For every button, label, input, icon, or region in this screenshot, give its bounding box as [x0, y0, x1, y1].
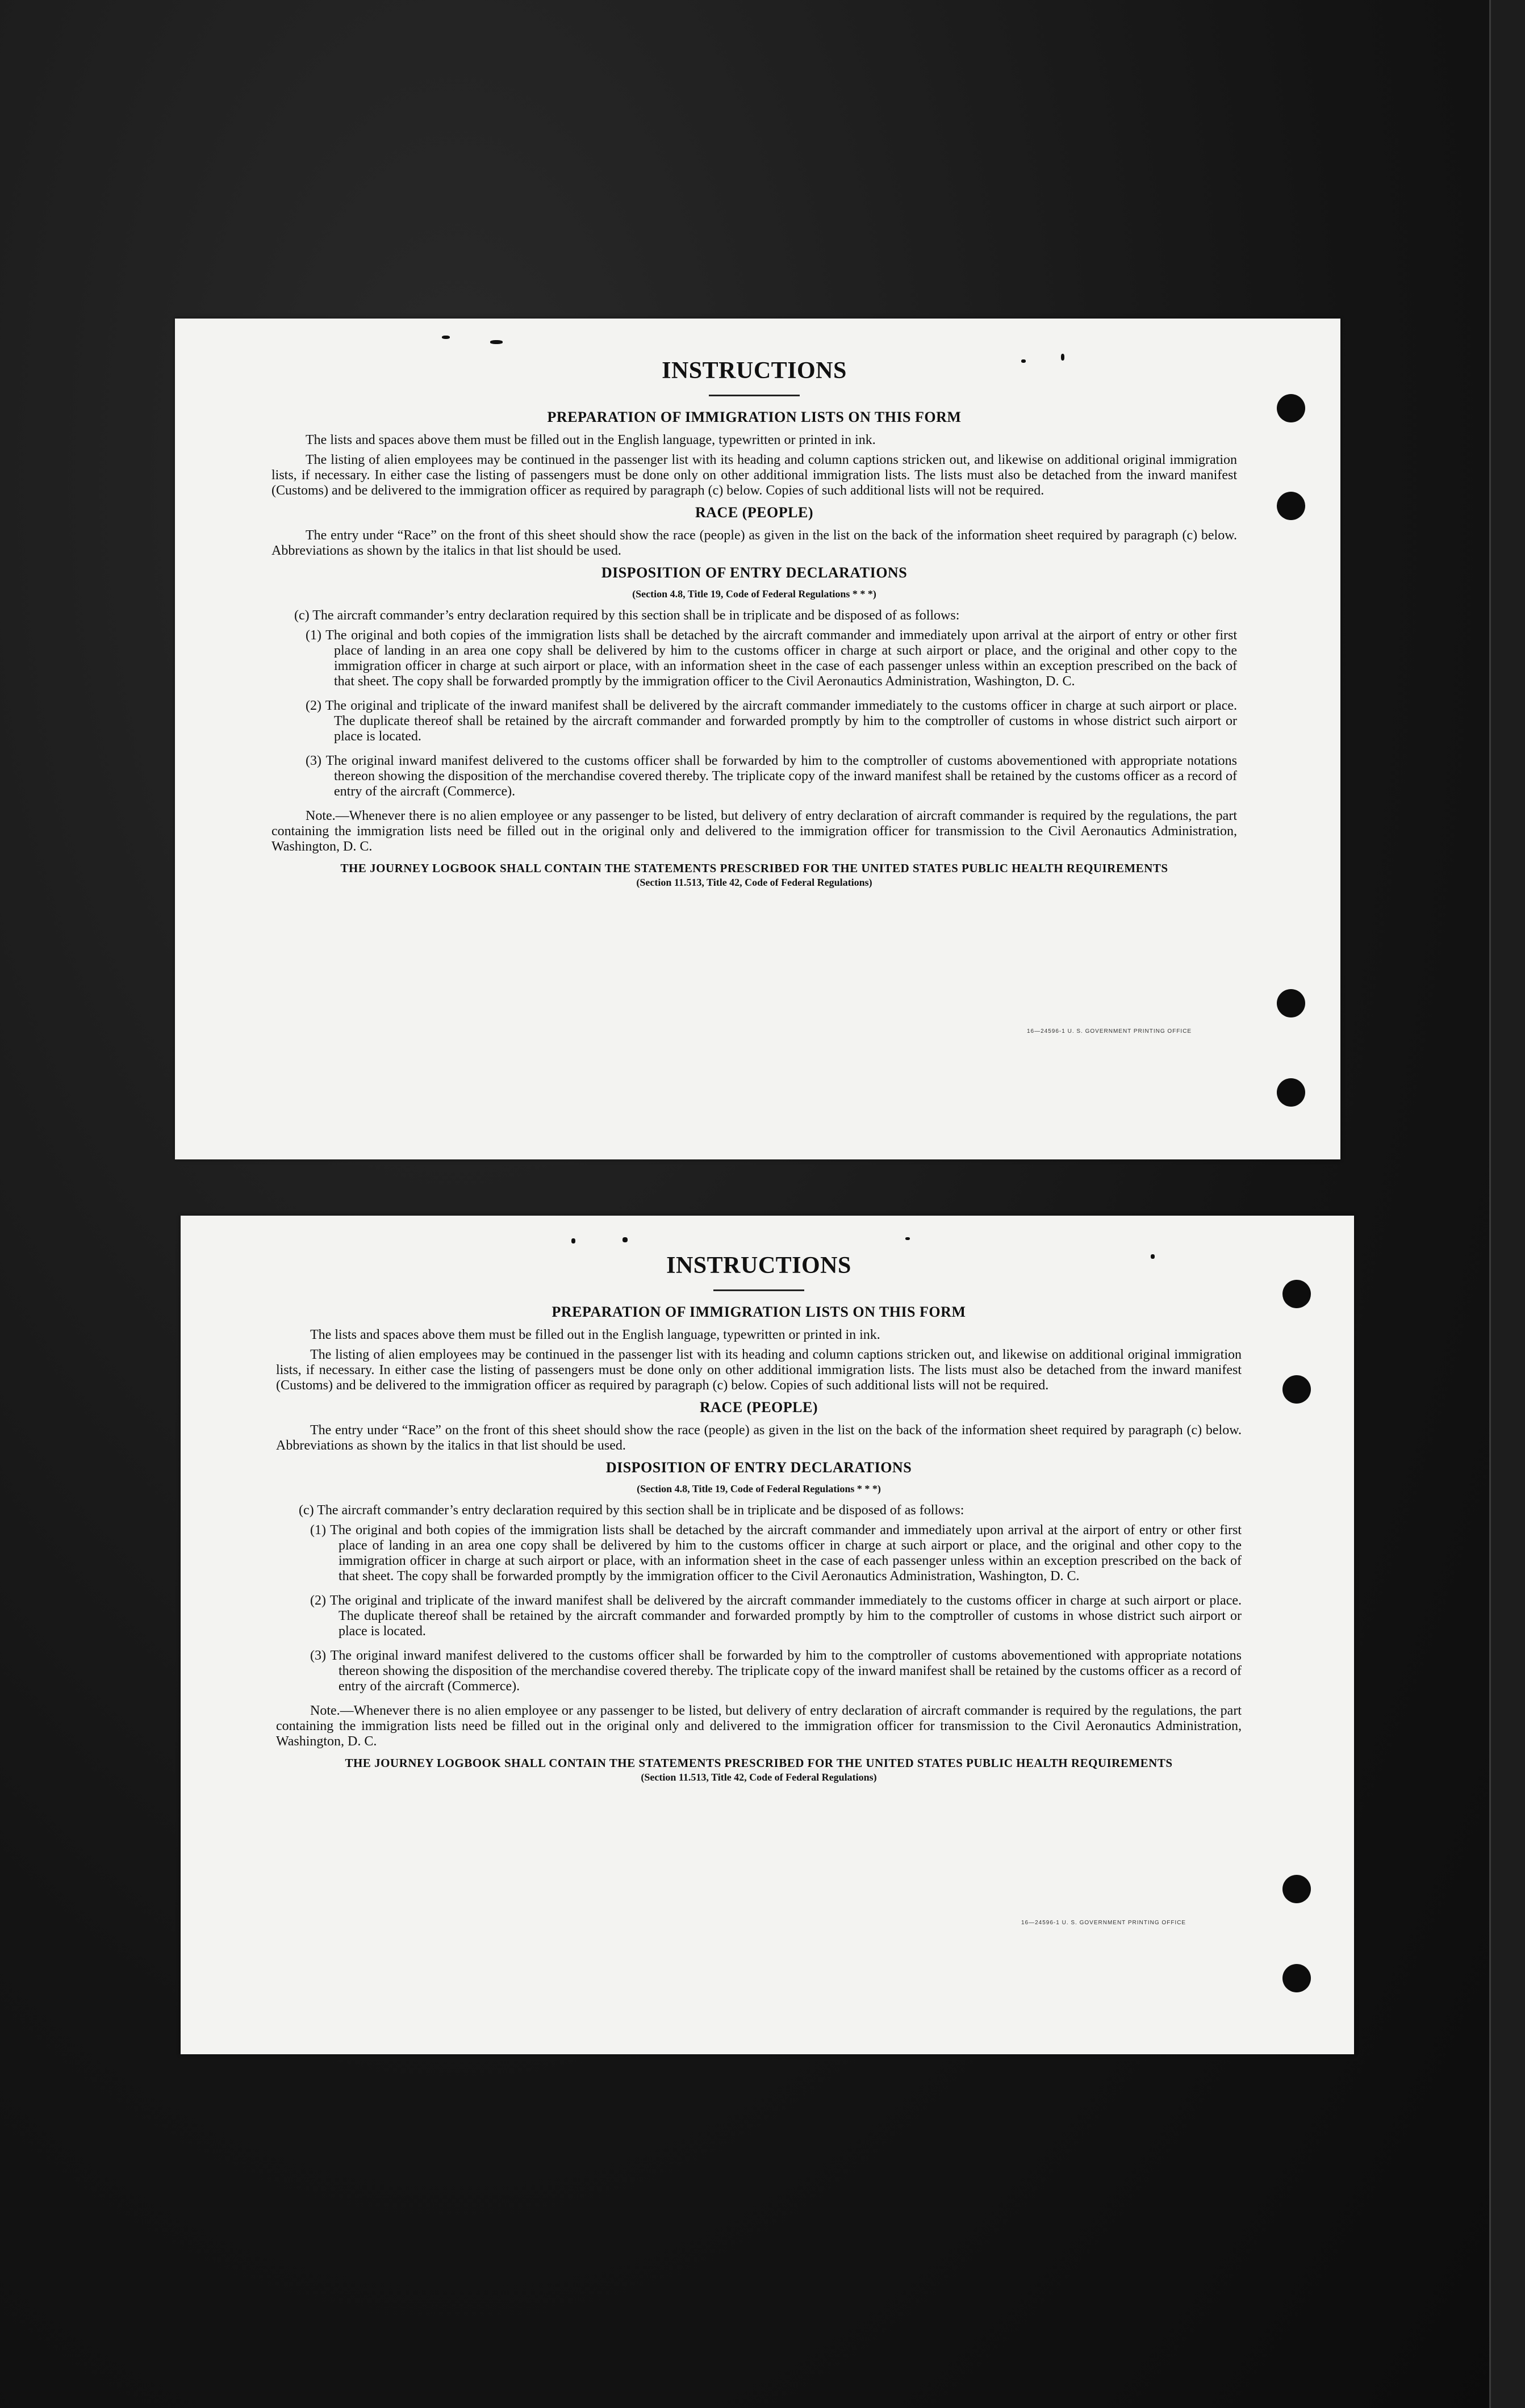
disposition-item-3: (3) The original inward manifest delivered to the customs officer shall be forwarded by him to the comptroller of customs abovementioned with appropriate notations thereon showing the disposition of the merchandise covered thereby. The triplicate copy of the inward manifest shall be retained by the customs officer as a record of entry of the aircraft (Commerce). — [310, 1648, 1242, 1694]
disposition-item-3: (3) The original inward manifest delivered to the customs officer shall be forwarded by him to the comptroller of customs abovementioned with appropriate notations thereon showing the disposition of the merchandise covered thereby. The triplicate copy of the inward manifest shall be retained by the customs officer as a record of entry of the aircraft (Commerce). — [306, 753, 1237, 799]
sheet-body — [271, 357, 1237, 889]
note-paragraph: Note.—Whenever there is no alien employee or any passenger to be listed, but delivery of entry declaration of aircraft commander is required by the regulations, the part containing the immigration lists need be filled out in the original only and delivered to the immigration officer for transmission to the Civil Aeronautics Administration, Washington, D. C. — [276, 1703, 1242, 1749]
punch-hole — [1277, 394, 1305, 422]
instruction-sheet-bottom — [181, 1216, 1354, 2054]
punch-hole — [1277, 492, 1305, 520]
sheet-title: INSTRUCTIONS — [666, 1253, 851, 1279]
race-paragraph: The entry under “Race” on the front of this sheet should show the race (people) as given in the list on the back of the information sheet required by paragraph (c) below. Abbreviations as shown by the italics in that list should be used. — [276, 1423, 1242, 1453]
printing-office-imprint: 16—24596-1 U. S. GOVERNMENT PRINTING OFFICE — [1027, 1028, 1192, 1035]
logbook-statement: THE JOURNEY LOGBOOK SHALL CONTAIN THE STATEMENTS PRESCRIBED FOR THE UNITED STATES PUBLIC HEALTH REQUIREMENTS — [340, 861, 1168, 875]
title-rule — [713, 1289, 804, 1291]
race-paragraph: The entry under “Race” on the front of this sheet should show the race (people) as given in the list on the back of the information sheet required by paragraph (c) below. Abbreviations as shown by the italics in that list should be used. — [271, 528, 1237, 558]
disposition-item-2: (2) The original and triplicate of the inward manifest shall be delivered by the aircraft commander immediately to the customs officer in charge at such airport or place. The duplicate thereof shall be retained by the aircraft commander and forwarded promptly by him to the comptroller of customs in whose district such airport or place is located. — [310, 1593, 1242, 1639]
disposition-heading: DISPOSITION OF ENTRY DECLARATIONS — [605, 1459, 912, 1476]
disposition-item-1: (1) The original and both copies of the immigration lists shall be detached by the aircraft commander and immediately upon arrival at the airport of entry or other first place of landing in an area one copy shall be delivered by him to the customs officer in charge at such airport or place, and the original and other copy to the immigration officer in charge at such airport or place, with an information sheet in the case of each passenger unless within an exception prescribed on the back of that sheet. The copy shall be forwarded promptly by the immigration officer to the Civil Aeronautics Administration, Washington, D. C. — [310, 1523, 1242, 1584]
punch-hole — [1282, 1964, 1311, 1992]
printing-office-imprint: 16—24596-1 U. S. GOVERNMENT PRINTING OFFICE — [1021, 1920, 1186, 1926]
race-heading: RACE (PEOPLE) — [695, 504, 813, 521]
ink-speck — [905, 1237, 910, 1240]
instruction-sheet-top — [175, 319, 1340, 1159]
disposition-reference: (Section 4.8, Title 19, Code of Federal Regulations * * *) — [637, 1483, 881, 1494]
title-rule — [709, 395, 800, 396]
film-edge — [1489, 0, 1525, 2408]
punch-hole — [1282, 1875, 1311, 1903]
ink-speck — [571, 1238, 575, 1243]
logbook-statement: THE JOURNEY LOGBOOK SHALL CONTAIN THE STATEMENTS PRESCRIBED FOR THE UNITED STATES PUBLIC HEALTH REQUIREMENTS — [345, 1756, 1173, 1770]
preparation-paragraph-1: The lists and spaces above them must be filled out in the English language, typewritten or printed in ink. — [310, 1327, 880, 1342]
punch-hole — [1282, 1280, 1311, 1308]
logbook-reference: (Section 11.513, Title 42, Code of Federal Regulations) — [636, 877, 872, 888]
preparation-heading: PREPARATION OF IMMIGRATION LISTS ON THIS FORM — [551, 1304, 966, 1320]
disposition-intro: (c) The aircraft commander’s entry declaration required by this section shall be in triplicate and be disposed of as follows: — [299, 1503, 964, 1518]
ink-speck — [442, 336, 450, 339]
ink-speck — [622, 1237, 628, 1242]
race-heading: RACE (PEOPLE) — [700, 1399, 818, 1416]
ink-speck — [490, 340, 503, 344]
preparation-paragraph-2: The listing of alien employees may be continued in the passenger list with its heading and column captions stricken out, and likewise on additional original immigration lists, if necessary. In either case the listing of passengers must be done only on other additional immigration lists. The lists must also be detached from the inward manifest (Customs) and be delivered to the immigration officer as required by paragraph (c) below. Copies of such additional lists will not be required. — [276, 1347, 1242, 1393]
disposition-intro: (c) The aircraft commander’s entry declaration required by this section shall be in triplicate and be disposed of as follows: — [294, 608, 960, 623]
preparation-heading: PREPARATION OF IMMIGRATION LISTS ON THIS FORM — [547, 409, 962, 425]
disposition-item-2: (2) The original and triplicate of the inward manifest shall be delivered by the aircraft commander immediately to the customs officer in charge at such airport or place. The duplicate thereof shall be retained by the aircraft commander and forwarded promptly by him to the comptroller of customs in whose district such airport or place is located. — [306, 698, 1237, 744]
preparation-paragraph-1: The lists and spaces above them must be filled out in the English language, typewritten or printed in ink. — [306, 433, 876, 447]
sheet-body — [276, 1252, 1242, 1783]
punch-hole — [1277, 989, 1305, 1017]
preparation-paragraph-2: The listing of alien employees may be continued in the passenger list with its heading and column captions stricken out, and likewise on additional original immigration lists, if necessary. In either case the listing of passengers must be done only on other additional immigration lists. The lists must also be detached from the inward manifest (Customs) and be delivered to the immigration officer as required by paragraph (c) below. Copies of such additional lists will not be required. — [271, 453, 1237, 498]
logbook-reference: (Section 11.513, Title 42, Code of Federal Regulations) — [641, 1772, 877, 1783]
note-paragraph: Note.—Whenever there is no alien employee or any passenger to be listed, but delivery of entry declaration of aircraft commander is required by the regulations, the part containing the immigration lists need be filled out in the original only and delivered to the immigration officer for transmission to the Civil Aeronautics Administration, Washington, D. C. — [271, 809, 1237, 854]
punch-hole — [1282, 1375, 1311, 1404]
sheet-title: INSTRUCTIONS — [662, 358, 847, 384]
disposition-item-1: (1) The original and both copies of the immigration lists shall be detached by the aircraft commander and immediately upon arrival at the airport of entry or other first place of landing in an area one copy shall be delivered by him to the customs officer in charge at such airport or place, and the original and other copy to the immigration officer in charge at such airport or place, with an information sheet in the case of each passenger unless within an exception prescribed on the back of that sheet. The copy shall be forwarded promptly by the immigration officer to the Civil Aeronautics Administration, Washington, D. C. — [306, 628, 1237, 689]
disposition-heading: DISPOSITION OF ENTRY DECLARATIONS — [601, 564, 908, 581]
punch-hole — [1277, 1078, 1305, 1107]
disposition-reference: (Section 4.8, Title 19, Code of Federal Regulations * * *) — [632, 588, 876, 600]
